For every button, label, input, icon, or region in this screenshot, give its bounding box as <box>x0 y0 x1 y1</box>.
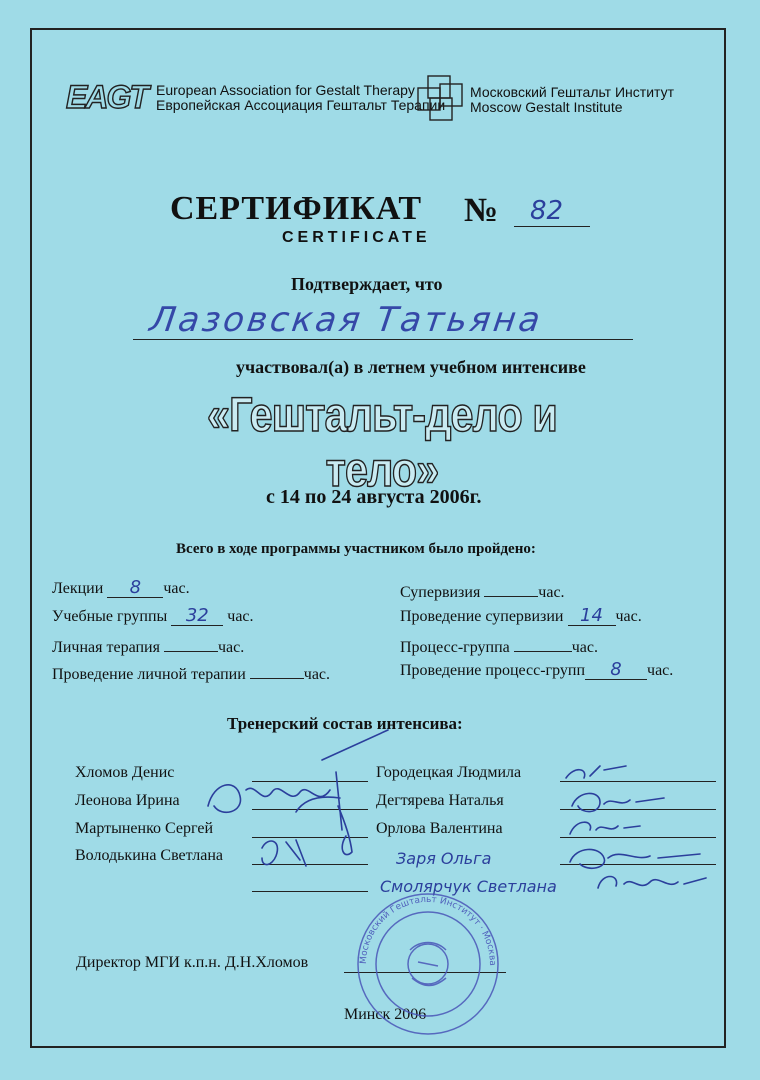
hours-value <box>250 662 304 679</box>
signature-line <box>252 809 368 810</box>
mgi-logo-icon <box>414 74 466 122</box>
trainer-left: Хломов Денис <box>75 764 175 781</box>
certificate-border <box>30 28 726 1048</box>
hours-unit: час. <box>647 662 674 679</box>
number-sign: № <box>464 192 499 229</box>
eagt-name <box>156 83 445 113</box>
trainer-right: Дегтярева Наталья <box>376 792 504 809</box>
hours-value: 8 <box>585 663 647 680</box>
eagt-name-ru: Европейская Ассоциация Гештальт Терапии <box>156 97 446 113</box>
trainer-handwritten: Смолярчук Светлана <box>380 877 557 896</box>
hours-row-conducting-therapy <box>52 662 330 684</box>
mgi-name-ru: Московский Гештальт Институт <box>470 84 674 100</box>
hours-row-conducting-process-groups <box>400 659 674 680</box>
program-title: «Гештальт-дело и тело» <box>207 389 557 497</box>
hours-row-study-groups <box>52 605 254 626</box>
program-dates: с 14 по 24 августа 2006г. <box>266 486 482 508</box>
eagt-name-en: European Association for Gestalt Therapy <box>156 82 415 98</box>
signature-line <box>560 864 716 865</box>
hours-unit: час. <box>303 666 331 683</box>
hours-value <box>514 635 572 652</box>
hours-row-lectures <box>52 577 190 598</box>
signature-line <box>560 837 716 838</box>
director-line <box>76 954 308 972</box>
hours-label: Процесс-группа <box>400 639 510 656</box>
hours-label: Личная терапия <box>52 639 160 656</box>
certificate-subtitle: CERTIFICATE <box>282 229 431 246</box>
trainer-right: Городецкая Людмила <box>376 764 522 781</box>
stamp-text: Московский Гештальт Институт · Москва <box>358 894 498 966</box>
hours-value <box>164 635 218 652</box>
participant-name: Лазовская Татьяна <box>147 300 546 340</box>
mgi-name-en: Moscow Gestalt Institute <box>470 99 623 115</box>
name-line <box>133 339 633 340</box>
hours-label: Проведение супервизии <box>400 608 564 625</box>
hours-row-process-group <box>400 635 598 657</box>
hours-unit: час. <box>163 580 190 597</box>
hours-title: Всего в ходе программы участником было пройдено: <box>176 541 536 557</box>
number-line <box>514 226 590 227</box>
signature-line <box>560 781 716 782</box>
trainer-right: Орлова Валентина <box>376 820 503 837</box>
hours-label: Проведение процесс-групп <box>400 662 586 679</box>
hours-unit: час. <box>217 639 245 656</box>
hours-value: 8 <box>107 581 163 598</box>
confirms-text: Подтверждает, что <box>291 274 443 294</box>
signature-line <box>252 837 368 838</box>
hours-row-conducting-supervision <box>400 605 642 626</box>
hours-unit: час. <box>571 639 598 656</box>
eagt-logo: EAGT <box>66 79 147 115</box>
participated-text: участвовал(а) в летнем учебном интенсиве <box>236 357 586 377</box>
place-date: Минск 2006 <box>344 1006 427 1023</box>
signature-line <box>560 809 716 810</box>
certificate-title: СЕРТИФИКАТ <box>170 190 423 227</box>
hours-value <box>484 580 538 597</box>
signature-line <box>252 864 368 865</box>
hours-label: Супервизия <box>400 584 481 601</box>
hours-row-personal-therapy <box>52 635 244 657</box>
signature-line <box>252 891 368 892</box>
signature-line <box>252 781 368 782</box>
hours-unit: час. <box>538 584 565 601</box>
hours-label: Лекции <box>52 580 104 597</box>
director-signature-line <box>344 972 506 973</box>
trainer-left: Мартыненко Сергей <box>75 820 214 837</box>
director-text: Директор МГИ к.п.н. Д.Н.Хломов <box>76 954 309 971</box>
mgi-name <box>470 85 674 115</box>
hours-row-supervision <box>400 580 565 602</box>
hours-label: Учебные группы <box>52 608 168 625</box>
hours-unit: час. <box>227 608 254 625</box>
trainer-left: Володькина Светлана <box>75 847 223 864</box>
hours-value: 14 <box>568 609 616 626</box>
hours-value: 32 <box>171 609 223 626</box>
trainers-title: Тренерский состав интенсива: <box>227 714 463 733</box>
hours-unit: час. <box>615 608 642 625</box>
hours-label: Проведение личной терапии <box>52 666 246 683</box>
trainer-left: Леонова Ирина <box>75 792 180 809</box>
trainer-handwritten: Заря Ольга <box>396 849 492 868</box>
certificate-number: 82 <box>530 196 564 226</box>
